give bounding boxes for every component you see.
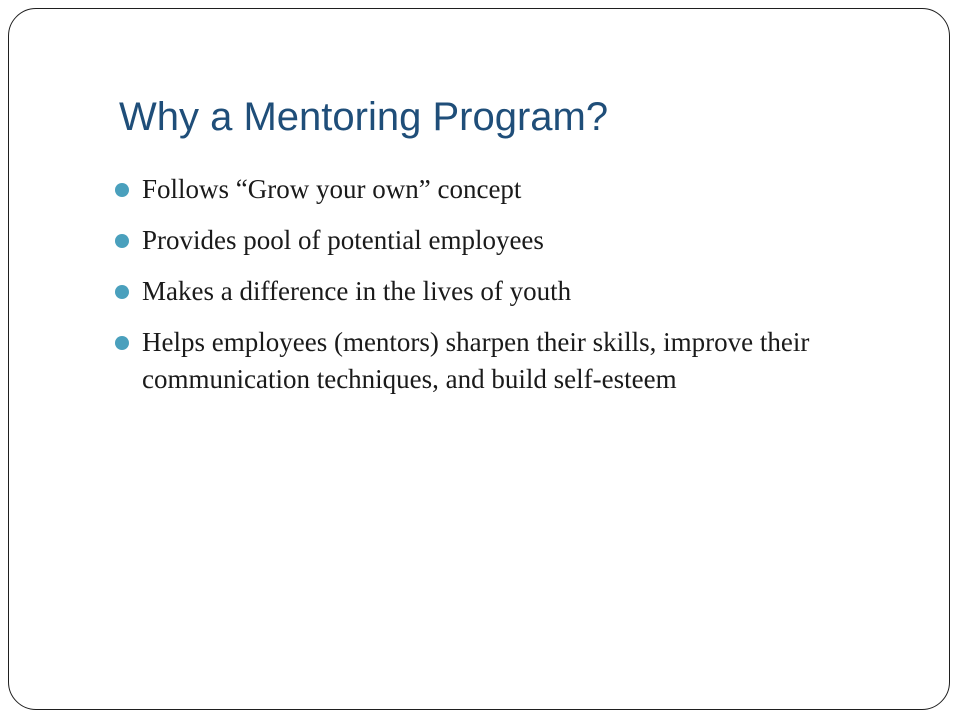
bullet-item <box>115 324 875 398</box>
bullet-list <box>115 171 875 412</box>
bullet-dot-icon <box>115 234 129 248</box>
bullet-item <box>115 222 875 259</box>
bullet-dot-icon <box>115 285 129 299</box>
bullet-dot-icon <box>115 183 129 197</box>
bullet-text: Helps employees (mentors) sharpen their skills, improve their communication techniques, and build self-esteem <box>142 327 810 394</box>
bullet-text: Makes a difference in the lives of youth <box>142 276 572 306</box>
bullet-item <box>115 273 875 310</box>
slide-frame <box>8 8 950 710</box>
slide-title: Why a Mentoring Program? <box>119 95 609 139</box>
bullet-item <box>115 171 875 208</box>
bullet-dot-icon <box>115 336 129 350</box>
bullet-text: Follows “Grow your own” concept <box>142 174 522 204</box>
bullet-text: Provides pool of potential employees <box>142 225 544 255</box>
